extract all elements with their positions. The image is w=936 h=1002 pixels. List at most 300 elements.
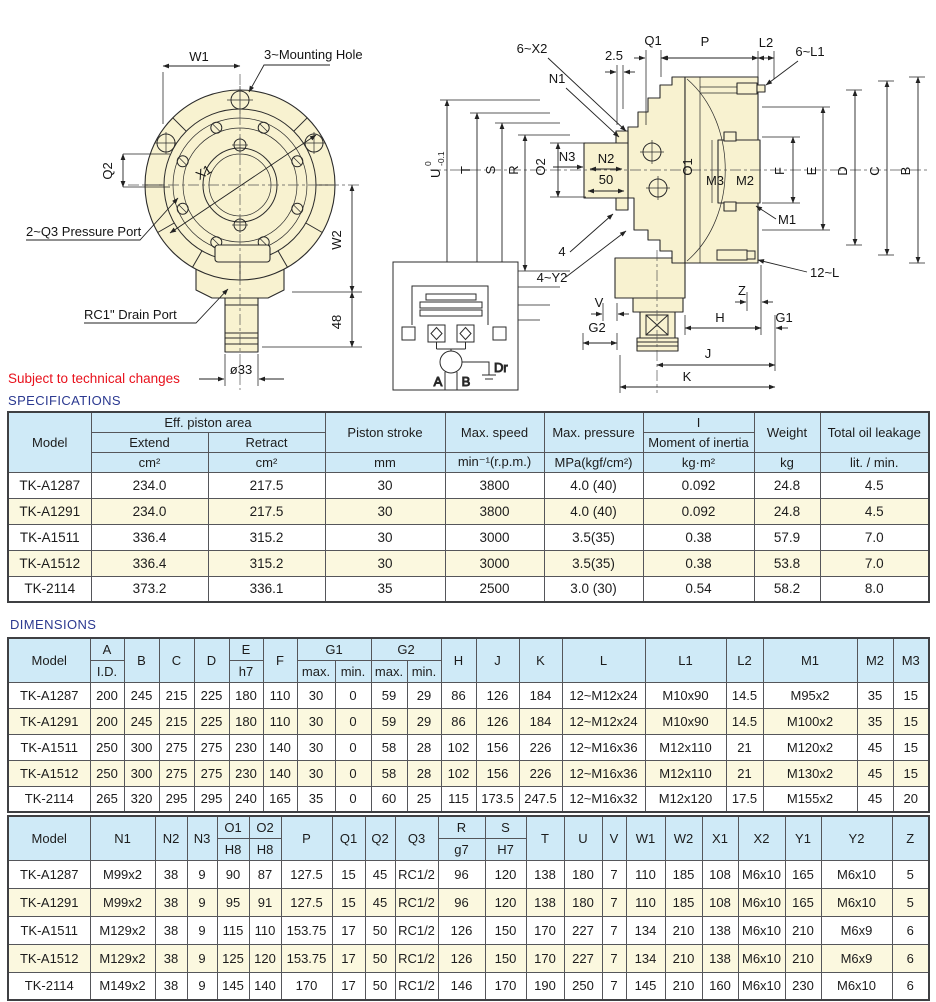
cell: 7 xyxy=(602,916,626,944)
cell: 15 xyxy=(893,708,929,734)
cell: 0 xyxy=(335,708,371,734)
cell: RC1/2 xyxy=(395,860,438,888)
cell: 30 xyxy=(297,734,335,760)
col-id: I.D. xyxy=(90,660,124,682)
side-view-drawing xyxy=(390,15,936,400)
col-a: A xyxy=(90,638,124,660)
cell: 150 xyxy=(485,916,526,944)
cell: 35 xyxy=(857,682,893,708)
cell: 145 xyxy=(626,972,665,1000)
col-g2-min: min. xyxy=(407,660,441,682)
col-v: V xyxy=(602,816,626,860)
col-g1: G1 xyxy=(297,638,371,660)
dim-table2-row xyxy=(8,888,929,916)
cell: 5 xyxy=(892,888,929,916)
cell: 9 xyxy=(187,916,217,944)
cell: TK-A1512 xyxy=(8,944,90,972)
cell: 184 xyxy=(519,682,562,708)
cell: 0 xyxy=(335,682,371,708)
cell: 138 xyxy=(526,860,564,888)
cell: 210 xyxy=(665,972,702,1000)
cell: 4.0 (40) xyxy=(544,498,643,524)
label-m3: M3 xyxy=(705,173,725,188)
col-r: R xyxy=(438,816,485,838)
label-s: S xyxy=(483,165,498,175)
cell: 170 xyxy=(526,944,564,972)
unit-kgm2: kg·m² xyxy=(643,452,754,472)
dim-label-w1: W1 xyxy=(189,49,209,64)
cell: 336.1 xyxy=(208,576,325,602)
cell: 120 xyxy=(485,888,526,916)
cell: 275 xyxy=(194,734,229,760)
cell: 120 xyxy=(485,860,526,888)
cell: 140 xyxy=(263,760,297,786)
cell: 300 xyxy=(124,734,159,760)
cell: 17 xyxy=(332,972,365,1000)
col-q3: Q3 xyxy=(395,816,438,860)
cell: 35 xyxy=(325,576,445,602)
cell: 200 xyxy=(90,708,124,734)
cell: 35 xyxy=(297,786,335,812)
cell: 225 xyxy=(194,708,229,734)
port-b-label: B xyxy=(461,374,471,389)
specifications-table xyxy=(7,411,930,603)
col-piston-stroke: Piston stroke xyxy=(325,412,445,452)
cell: 140 xyxy=(249,972,281,1000)
dim-d xyxy=(835,90,862,245)
cell: TK-A1512 xyxy=(8,550,91,576)
cell: 7.0 xyxy=(820,524,929,550)
cell: 58 xyxy=(371,734,407,760)
cell: 0.38 xyxy=(643,550,754,576)
col-y2: Y2 xyxy=(821,816,892,860)
cell: 3.0 (30) xyxy=(544,576,643,602)
cell: 50 xyxy=(365,972,395,1000)
dim-g1 xyxy=(775,310,793,371)
cell: 108 xyxy=(702,888,738,916)
cell: M6x10 xyxy=(738,944,785,972)
cell: M6x10 xyxy=(738,972,785,1000)
dim-table1-row xyxy=(8,786,929,812)
cell: 45 xyxy=(857,734,893,760)
label-t: T xyxy=(458,166,473,174)
dim-dia33 xyxy=(199,354,284,386)
cell: 126 xyxy=(476,708,519,734)
dim-g2 xyxy=(583,320,617,350)
cell: M6x10 xyxy=(821,972,892,1000)
cell: 234.0 xyxy=(91,472,208,498)
label-g2: G2 xyxy=(588,320,606,335)
cell: 90 xyxy=(217,860,249,888)
cell: 2500 xyxy=(445,576,544,602)
label-l1: 6~L1 xyxy=(795,44,825,59)
cell: 57.9 xyxy=(754,524,820,550)
cell: 30 xyxy=(325,550,445,576)
cell: 170 xyxy=(526,916,564,944)
callout-mounting-hole xyxy=(249,47,363,92)
col-x2: X2 xyxy=(738,816,785,860)
spec-table-header xyxy=(8,412,929,472)
cell: M129x2 xyxy=(90,944,155,972)
dim-table2-row xyxy=(8,972,929,1000)
cell: 53.8 xyxy=(754,550,820,576)
label-e: E xyxy=(804,166,819,176)
col-h7: h7 xyxy=(229,660,263,682)
label-j: J xyxy=(704,346,712,361)
cell: 38 xyxy=(155,972,187,1000)
cell: 265 xyxy=(90,786,124,812)
cell: 5 xyxy=(892,860,929,888)
cell: 30 xyxy=(297,682,335,708)
cell: 184 xyxy=(519,708,562,734)
col-max-pressure: Max. pressure xyxy=(544,412,643,452)
dim-table1-header xyxy=(8,638,929,682)
dim-table1-row xyxy=(8,734,929,760)
dim-table2-header xyxy=(8,816,929,860)
cell: RC1/2 xyxy=(395,944,438,972)
drain-port-label: RC1" Drain Port xyxy=(84,307,177,322)
cell: 217.5 xyxy=(208,472,325,498)
col-l: L xyxy=(562,638,645,682)
cell: 156 xyxy=(476,760,519,786)
dim-p xyxy=(661,34,758,58)
col-g2-max: max. xyxy=(371,660,407,682)
label-n3: N3 xyxy=(558,149,576,164)
cell: 3000 xyxy=(445,524,544,550)
cell: 336.4 xyxy=(91,524,208,550)
cell: 58 xyxy=(371,760,407,786)
cell: 9 xyxy=(187,888,217,916)
cell: 373.2 xyxy=(91,576,208,602)
cell: M6x9 xyxy=(821,944,892,972)
cell: 25 xyxy=(407,786,441,812)
callout-l1 xyxy=(766,44,825,85)
cell: 190 xyxy=(526,972,564,1000)
spec-table-row xyxy=(8,550,929,576)
unit-cm2: cm² xyxy=(91,452,208,472)
cell: 102 xyxy=(441,760,476,786)
col-n1: N1 xyxy=(90,816,155,860)
cell: 12~M12x24 xyxy=(562,708,645,734)
cell: 38 xyxy=(155,916,187,944)
cell: 315.2 xyxy=(208,550,325,576)
dim-label-w2: W2 xyxy=(329,230,344,250)
cell: 24.8 xyxy=(754,472,820,498)
cell: 200 xyxy=(90,682,124,708)
col-q2: Q2 xyxy=(365,816,395,860)
cell: 250 xyxy=(90,734,124,760)
cell: 180 xyxy=(564,860,602,888)
dim-label-48: 48 xyxy=(329,314,344,330)
col-g2: G2 xyxy=(371,638,441,660)
cell: 146 xyxy=(438,972,485,1000)
col-inertia: Moment of inertia xyxy=(643,432,754,452)
port-dr-label: Dr xyxy=(494,360,508,375)
label-n2: N2 xyxy=(597,151,615,166)
cell: TK-2114 xyxy=(8,972,90,1000)
name-plate xyxy=(215,245,270,262)
cell: 45 xyxy=(365,888,395,916)
col-p: P xyxy=(281,816,332,860)
cell: 215 xyxy=(159,682,194,708)
cell: 160 xyxy=(702,972,738,1000)
col-w2: W2 xyxy=(665,816,702,860)
col-o1: O1 xyxy=(217,816,249,838)
label-y2: 4~Y2 xyxy=(536,270,568,285)
dimensions-heading: DIMENSIONS xyxy=(10,617,97,632)
cell: 91 xyxy=(249,888,281,916)
col-m3: M3 xyxy=(893,638,929,682)
cell: 185 xyxy=(665,860,702,888)
cell: 245 xyxy=(124,708,159,734)
cell: 210 xyxy=(785,944,821,972)
cell: TK-A1511 xyxy=(8,916,90,944)
col-n2: N2 xyxy=(155,816,187,860)
cell: TK-A1287 xyxy=(8,472,91,498)
dim-table1-row xyxy=(8,708,929,734)
cell: 28 xyxy=(407,760,441,786)
label-m2: M2 xyxy=(735,173,755,188)
label-u-tol-lower: -0.1 xyxy=(436,151,446,166)
cell: 210 xyxy=(665,916,702,944)
cell: TK-A1291 xyxy=(8,708,90,734)
cell: 245 xyxy=(124,682,159,708)
dim-table2-row xyxy=(8,860,929,888)
label-b: B xyxy=(898,166,913,176)
dim-z xyxy=(735,265,773,335)
unit-mm: mm xyxy=(325,452,445,472)
cell: 247.5 xyxy=(519,786,562,812)
cell: M6x10 xyxy=(821,860,892,888)
cell: 8.0 xyxy=(820,576,929,602)
col-leakage: Total oil leakage xyxy=(820,412,929,452)
label-4: 4 xyxy=(558,244,566,259)
cell: TK-2114 xyxy=(8,576,91,602)
cell: 0 xyxy=(335,786,371,812)
cell: 86 xyxy=(441,708,476,734)
cell: 125 xyxy=(217,944,249,972)
cell: 30 xyxy=(297,708,335,734)
cell: M10x90 xyxy=(645,708,726,734)
cell: 170 xyxy=(485,972,526,1000)
col-m2: M2 xyxy=(857,638,893,682)
cell: 28 xyxy=(407,734,441,760)
cell: 60 xyxy=(371,786,407,812)
cell: 153.75 xyxy=(281,916,332,944)
label-l2: L2 xyxy=(758,35,774,50)
col-x1: X1 xyxy=(702,816,738,860)
label-g1: G1 xyxy=(775,310,793,325)
label-o1: O1 xyxy=(680,158,695,176)
cell: 21 xyxy=(726,734,763,760)
label-h: H xyxy=(715,310,725,325)
cell: 110 xyxy=(249,916,281,944)
cell: 110 xyxy=(263,682,297,708)
cell: 20 xyxy=(893,786,929,812)
col-o2-h8: H8 xyxy=(249,838,281,860)
cell: 127.5 xyxy=(281,860,332,888)
cell: 96 xyxy=(438,888,485,916)
cell: M12x110 xyxy=(645,760,726,786)
cell: M10x90 xyxy=(645,682,726,708)
col-n3: N3 xyxy=(187,816,217,860)
cell: 29 xyxy=(407,682,441,708)
cell: 24.8 xyxy=(754,498,820,524)
cell: TK-A1287 xyxy=(8,860,90,888)
dim-k xyxy=(620,355,775,393)
l1-bolt-tip xyxy=(757,85,765,92)
cell: 126 xyxy=(438,944,485,972)
cell: 170 xyxy=(281,972,332,1000)
col-g1-max: max. xyxy=(297,660,335,682)
col-retract: Retract xyxy=(208,432,325,452)
label-q1: Q1 xyxy=(644,33,662,48)
l1-bolt xyxy=(737,83,757,94)
cell: 35 xyxy=(857,708,893,734)
cell: 21 xyxy=(726,760,763,786)
col-d: D xyxy=(194,638,229,682)
cell: 234.0 xyxy=(91,498,208,524)
cell: 58.2 xyxy=(754,576,820,602)
cell: 9 xyxy=(187,944,217,972)
cell: 45 xyxy=(365,860,395,888)
col-l1: L1 xyxy=(645,638,726,682)
cell: 96 xyxy=(438,860,485,888)
cell: 30 xyxy=(297,760,335,786)
cell: 275 xyxy=(159,760,194,786)
cell: 6 xyxy=(892,972,929,1000)
col-t: T xyxy=(526,816,564,860)
cell: 110 xyxy=(263,708,297,734)
pressure-port-label: 2~Q3 Pressure Port xyxy=(26,224,142,239)
technical-note: Subject to technical changes xyxy=(8,371,180,386)
unit-mpa: MPa(kgf/cm²) xyxy=(544,452,643,472)
cell: 3.5(35) xyxy=(544,550,643,576)
cell: 15 xyxy=(332,888,365,916)
cell: 275 xyxy=(194,760,229,786)
cell: 108 xyxy=(702,860,738,888)
cell: 17 xyxy=(332,944,365,972)
cell: 29 xyxy=(407,708,441,734)
cell: 15 xyxy=(893,682,929,708)
cell: 120 xyxy=(249,944,281,972)
cell: M95x2 xyxy=(763,682,857,708)
cell: 240 xyxy=(229,786,263,812)
cell: 126 xyxy=(438,916,485,944)
label-v: V xyxy=(594,295,604,310)
cell: 59 xyxy=(371,682,407,708)
cell: 3.5(35) xyxy=(544,524,643,550)
cell: M129x2 xyxy=(90,916,155,944)
col-q1: Q1 xyxy=(332,816,365,860)
cell: 50 xyxy=(365,916,395,944)
label-x2: 6~X2 xyxy=(516,41,548,56)
cell: 115 xyxy=(217,916,249,944)
unit-cm2: cm² xyxy=(208,452,325,472)
col-model: Model xyxy=(8,816,90,860)
col-e: E xyxy=(229,638,263,660)
dim-label-x1: X1 xyxy=(192,161,215,183)
cell: 45 xyxy=(857,760,893,786)
cell: M6x10 xyxy=(738,916,785,944)
dim-c xyxy=(867,81,894,255)
cell: 15 xyxy=(893,760,929,786)
cell: 38 xyxy=(155,860,187,888)
unit-lpm: lit. / min. xyxy=(820,452,929,472)
cell: TK-A1512 xyxy=(8,760,90,786)
col-r-g7: g7 xyxy=(438,838,485,860)
cell: 30 xyxy=(325,472,445,498)
cell: 3000 xyxy=(445,550,544,576)
cell: M149x2 xyxy=(90,972,155,1000)
cell: 295 xyxy=(159,786,194,812)
cell: 38 xyxy=(155,944,187,972)
cell: RC1/2 xyxy=(395,888,438,916)
label-n1: N1 xyxy=(548,71,566,86)
cell: M99x2 xyxy=(90,860,155,888)
cell: 0 xyxy=(335,760,371,786)
cell: 115 xyxy=(441,786,476,812)
cell: 210 xyxy=(665,944,702,972)
cell: 320 xyxy=(124,786,159,812)
cell: TK-A1291 xyxy=(8,888,90,916)
cell: 300 xyxy=(124,760,159,786)
specifications-heading: SPECIFICATIONS xyxy=(8,393,121,408)
cell: TK-A1511 xyxy=(8,524,91,550)
cell: M6x10 xyxy=(738,860,785,888)
cell: 275 xyxy=(159,734,194,760)
dim-48 xyxy=(262,292,362,347)
cell: 15 xyxy=(332,860,365,888)
cell: 250 xyxy=(564,972,602,1000)
cell: 12~M16x32 xyxy=(562,786,645,812)
cell: 87 xyxy=(249,860,281,888)
cell: 165 xyxy=(263,786,297,812)
dim-table2-row xyxy=(8,916,929,944)
cell: 12~M16x36 xyxy=(562,734,645,760)
cell: RC1/2 xyxy=(395,916,438,944)
cell: 4.0 (40) xyxy=(544,472,643,498)
col-b: B xyxy=(124,638,159,682)
cell: M99x2 xyxy=(90,888,155,916)
cell: 6 xyxy=(892,944,929,972)
col-eff-piston-area: Eff. piston area xyxy=(91,412,325,432)
cell: 230 xyxy=(785,972,821,1000)
cell: 173.5 xyxy=(476,786,519,812)
dim-2-5 xyxy=(605,48,635,125)
col-u: U xyxy=(564,816,602,860)
col-c: C xyxy=(159,638,194,682)
cell: 30 xyxy=(325,498,445,524)
cell: 4.5 xyxy=(820,472,929,498)
dim-l2 xyxy=(758,35,774,79)
cell: 59 xyxy=(371,708,407,734)
cell: 126 xyxy=(476,682,519,708)
dimensions-table-1 xyxy=(7,637,930,813)
col-o1-h8: H8 xyxy=(217,838,249,860)
cell: 180 xyxy=(229,682,263,708)
cell: 185 xyxy=(665,888,702,916)
cell: 165 xyxy=(785,888,821,916)
cell: 165 xyxy=(785,860,821,888)
cell: 226 xyxy=(519,734,562,760)
cell: 140 xyxy=(263,734,297,760)
spec-table-row xyxy=(8,524,929,550)
cell: 86 xyxy=(441,682,476,708)
label-2-5: 2.5 xyxy=(604,48,624,63)
label-k: K xyxy=(682,369,692,384)
label-d: D xyxy=(835,166,850,176)
